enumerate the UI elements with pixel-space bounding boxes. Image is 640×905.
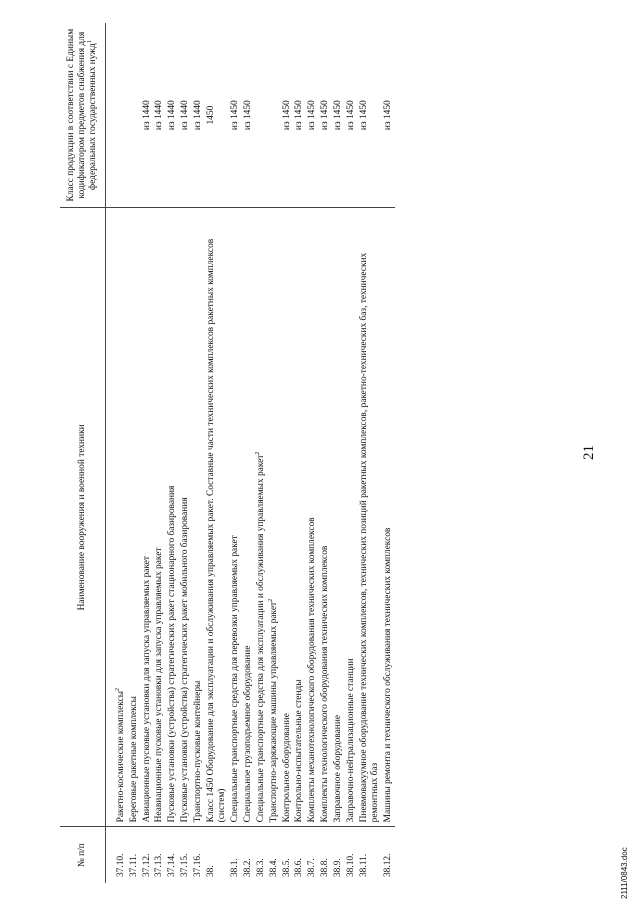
- row-number: 37.10.: [105, 827, 127, 883]
- row-name-text: Береговые ракетные комплексы: [128, 696, 139, 823]
- header-name: Наименование вооружения и военной техники: [60, 208, 105, 827]
- table-row: [192, 23, 205, 883]
- row-name: [382, 208, 395, 827]
- row-name: [141, 208, 154, 827]
- row-name-text: Машины ремонта и технического обслуживания технических комплексов: [382, 527, 393, 823]
- row-number: 38.12.: [382, 827, 395, 883]
- row-class: из 1440: [141, 100, 152, 131]
- row-name-text: Ракетно-космические комплексы: [115, 690, 126, 823]
- table-row: [229, 23, 242, 883]
- row-name-text: Специальные транспортные средства для перевозки управляемых ракет: [229, 535, 240, 823]
- row-name: [306, 208, 319, 827]
- row-class: из 1450: [294, 100, 305, 131]
- table-row: [255, 23, 268, 883]
- row-name-text: Класс 1450 Оборудование для эксплуатации и обслуживания управляемых ракет. Составные части технических комплексов ракетных комплексов (систем): [206, 238, 227, 823]
- row-name: [268, 208, 281, 827]
- page-number: 21: [581, 445, 597, 460]
- row-number: 38.6.: [293, 827, 306, 883]
- table-body: [105, 23, 394, 883]
- row-class: 1450: [206, 105, 217, 125]
- row-number: 37.15.: [179, 827, 192, 883]
- row-name-text: Заправочно-нейтрализационные станции: [346, 658, 357, 823]
- row-number: 38.9.: [332, 827, 345, 883]
- row-class: из 1440: [180, 100, 191, 131]
- row-name: [179, 208, 192, 827]
- row-name: [105, 208, 127, 827]
- row-name: [153, 208, 166, 827]
- row-footnote-mark: 2: [254, 451, 261, 455]
- row-number: 38.5.: [281, 827, 294, 883]
- row-footnote-mark: 2: [267, 598, 274, 602]
- row-number: 38.8.: [319, 827, 332, 883]
- row-name: [192, 208, 205, 827]
- row-name: [229, 208, 242, 827]
- table-row: [382, 23, 395, 883]
- row-name-text: Пневмовакуумное оборудование технических комплексов, технических позиций ракетных комплексов, ракетно-технических баз, технических ремонтных баз: [358, 252, 380, 823]
- row-number: 38.11.: [358, 827, 382, 883]
- table-row: [242, 23, 255, 883]
- row-name-text: Пусковые установки (устройства) стратегических ракет стационарного базирования: [167, 485, 178, 823]
- row-class: из 1450: [333, 100, 344, 131]
- row-class: из 1450: [382, 100, 393, 131]
- row-class: из 1450: [346, 100, 357, 131]
- row-name-text: Контрольное оборудование: [281, 713, 292, 823]
- header-class: [60, 23, 105, 208]
- row-name: [319, 208, 332, 827]
- row-name: [242, 208, 255, 827]
- row-name: [345, 208, 358, 827]
- table-row: [293, 23, 306, 883]
- table-row: [281, 23, 294, 883]
- row-footnote-mark: 2: [114, 687, 121, 691]
- row-class: [255, 23, 268, 208]
- row-class: из 1450: [307, 100, 318, 131]
- row-number: 38.4.: [268, 827, 281, 883]
- table-row: [268, 23, 281, 883]
- row-number: 37.16.: [192, 827, 205, 883]
- row-class: из 1440: [193, 100, 204, 131]
- header-class-footnote: 1: [86, 40, 93, 44]
- row-name: [205, 208, 229, 827]
- row-number: 38.7.: [306, 827, 319, 883]
- table-row: [205, 23, 229, 883]
- table-row: [153, 23, 166, 883]
- table-row: [358, 23, 382, 883]
- row-name-text: Транспортно-пусковые контейнеры: [193, 680, 204, 823]
- file-footer: 2111/0843.doc: [620, 847, 629, 899]
- row-class: из 1440: [154, 100, 165, 131]
- row-class: из 1440: [167, 100, 178, 131]
- table-row: [306, 23, 319, 883]
- row-class: [268, 23, 281, 208]
- header-class-text: Класс продукции в соответствии с Единым кодификатором предметов снабжения для федеральных государственных нужд: [66, 28, 98, 202]
- table-header-row: [60, 23, 105, 883]
- table-row: [105, 23, 127, 883]
- row-number: 37.13.: [153, 827, 166, 883]
- equipment-table: [60, 23, 395, 883]
- table-row: [319, 23, 332, 883]
- row-name: [332, 208, 345, 827]
- row-name-text: Специальное грузоподъемное оборудование: [242, 645, 253, 823]
- row-number: 38.3.: [255, 827, 268, 883]
- row-number: 38.: [205, 827, 229, 883]
- row-name-text: Пусковые установки (устройства) стратегических ракет мобильного базирования: [180, 497, 191, 823]
- table-row: [179, 23, 192, 883]
- row-number: 37.11.: [128, 827, 141, 883]
- row-name-text: Неавиационные пусковые установки для запуска управляемых ракет: [154, 547, 165, 823]
- row-name-text: Транспортно-заряжающие машины управляемых ракет: [268, 601, 279, 823]
- row-class: из 1450: [320, 100, 331, 131]
- row-name: [255, 208, 268, 827]
- table-row: [166, 23, 179, 883]
- row-class: из 1450: [229, 100, 240, 131]
- row-name: [166, 208, 179, 827]
- row-number: 37.12.: [141, 827, 154, 883]
- header-num: № п/п: [60, 827, 105, 883]
- row-name-text: Комплекты технологического оборудования технических комплексов: [320, 545, 331, 823]
- row-number: 38.1.: [229, 827, 242, 883]
- row-number: 37.14.: [166, 827, 179, 883]
- row-class: из 1450: [281, 100, 292, 131]
- row-name-text: Авиационные пусковые установки для запуска управляемых ракет: [141, 555, 152, 823]
- row-name-text: Специальные транспортные средства для эксплуатации и обслуживания управляемых ракет: [255, 454, 266, 823]
- table-row: [128, 23, 141, 883]
- row-name: [293, 208, 306, 827]
- row-number: 38.10.: [345, 827, 358, 883]
- table-row: [332, 23, 345, 883]
- row-class: [105, 23, 127, 208]
- row-name-text: Контрольно-испытательные стенды: [294, 679, 305, 823]
- row-name: [281, 208, 294, 827]
- row-class: из 1450: [358, 100, 369, 131]
- row-class: [128, 23, 141, 208]
- table-row: [345, 23, 358, 883]
- row-name-text: Заправочное оборудование: [333, 714, 344, 823]
- row-class: из 1450: [242, 100, 253, 131]
- row-name: [358, 208, 382, 827]
- row-name-text: Комплекты механотехнологического оборудования технических комплексов: [307, 517, 318, 823]
- row-name: [128, 208, 141, 827]
- row-number: 38.2.: [242, 827, 255, 883]
- table-row: [141, 23, 154, 883]
